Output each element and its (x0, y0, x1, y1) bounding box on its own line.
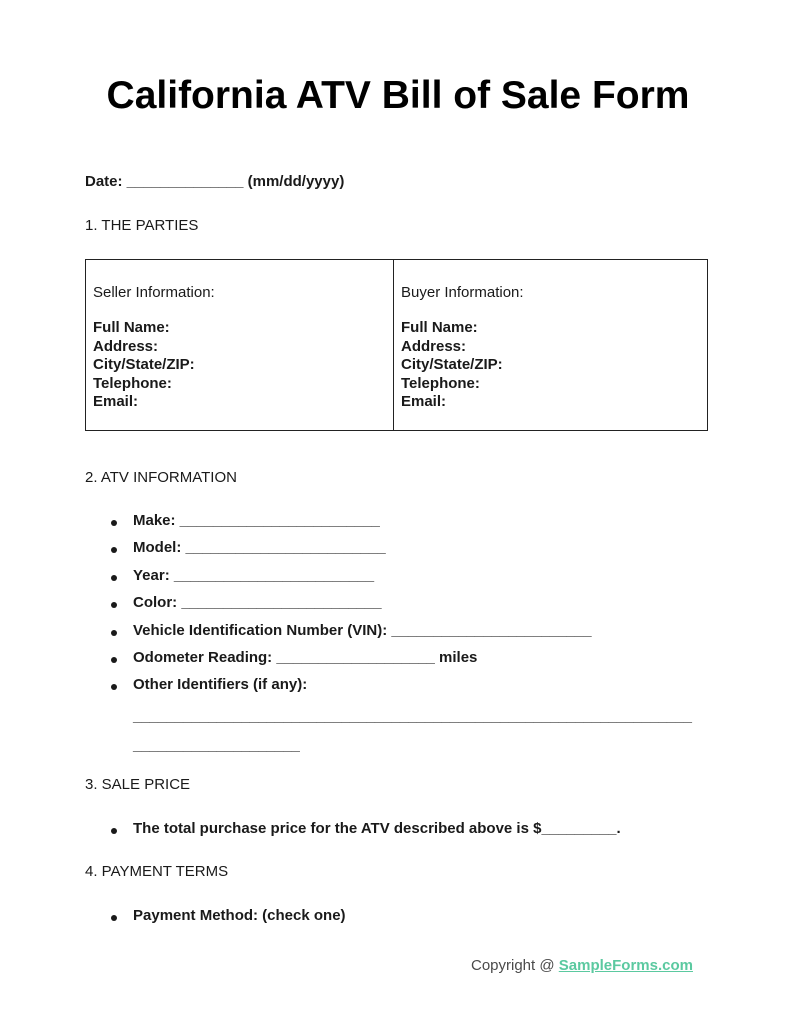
copyright-footer (471, 957, 693, 974)
seller-heading: Seller Information: (93, 284, 215, 301)
list-item: Year: ________________________ (85, 567, 592, 594)
buyer-field: City/State/ZIP: (401, 356, 503, 373)
bullet-icon (111, 915, 117, 921)
seller-field: Full Name: (93, 319, 170, 336)
page-title: California ATV Bill of Sale Form (106, 74, 690, 117)
bullet-icon (111, 575, 117, 581)
atv-info-list (85, 512, 592, 704)
bullet-icon (111, 828, 117, 834)
list-item: Odometer Reading: ___________________ miles (85, 649, 592, 676)
section-heading-atv: 2. ATV INFORMATION (85, 469, 237, 486)
list-item: Make: ________________________ (85, 512, 592, 539)
buyer-heading: Buyer Information: (401, 284, 524, 301)
list-item: Model: ________________________ (85, 539, 592, 566)
bullet-icon (111, 547, 117, 553)
list-item: Payment Method: (check one) (85, 907, 346, 924)
seller-field: Address: (93, 337, 159, 355)
section-heading-price: 3. SALE PRICE (85, 776, 191, 793)
seller-field: City/State/ZIP: (93, 356, 195, 373)
bullet-icon (111, 520, 117, 526)
seller-field: Email: (93, 393, 139, 410)
list-item: Color: ________________________ (85, 594, 592, 621)
other-identifiers-line: ___________________________________________________________________ (133, 708, 692, 725)
buyer-field: Email: (401, 393, 447, 410)
section-heading-payment: 4. PAYMENT TERMS (85, 863, 229, 880)
price-list (85, 820, 621, 837)
list-item: Other Identifiers (if any): (85, 676, 592, 703)
buyer-field: Full Name: (401, 319, 478, 336)
buyer-field: Address: (401, 337, 467, 355)
parties-table (85, 259, 708, 431)
copyright-text: Copyright @ (471, 957, 559, 974)
seller-field: Telephone: (93, 374, 172, 392)
list-item: Vehicle Identification Number (VIN): ________________________ (85, 622, 592, 649)
buyer-column (394, 260, 707, 430)
date-line: Date: ______________ (mm/dd/yyyy) (85, 173, 345, 190)
buyer-field: Telephone: (401, 374, 480, 392)
payment-list (85, 907, 346, 924)
other-identifiers-line: ____________________ (133, 737, 300, 754)
bullet-icon (111, 684, 117, 690)
seller-column (86, 260, 394, 430)
section-heading-parties: 1. THE PARTIES (85, 217, 199, 234)
list-item: The total purchase price for the ATV described above is $_________. (85, 820, 621, 837)
bullet-icon (111, 657, 117, 663)
bullet-icon (111, 602, 117, 608)
bullet-icon (111, 630, 117, 636)
brand-link[interactable]: SampleForms.com (558, 957, 693, 974)
